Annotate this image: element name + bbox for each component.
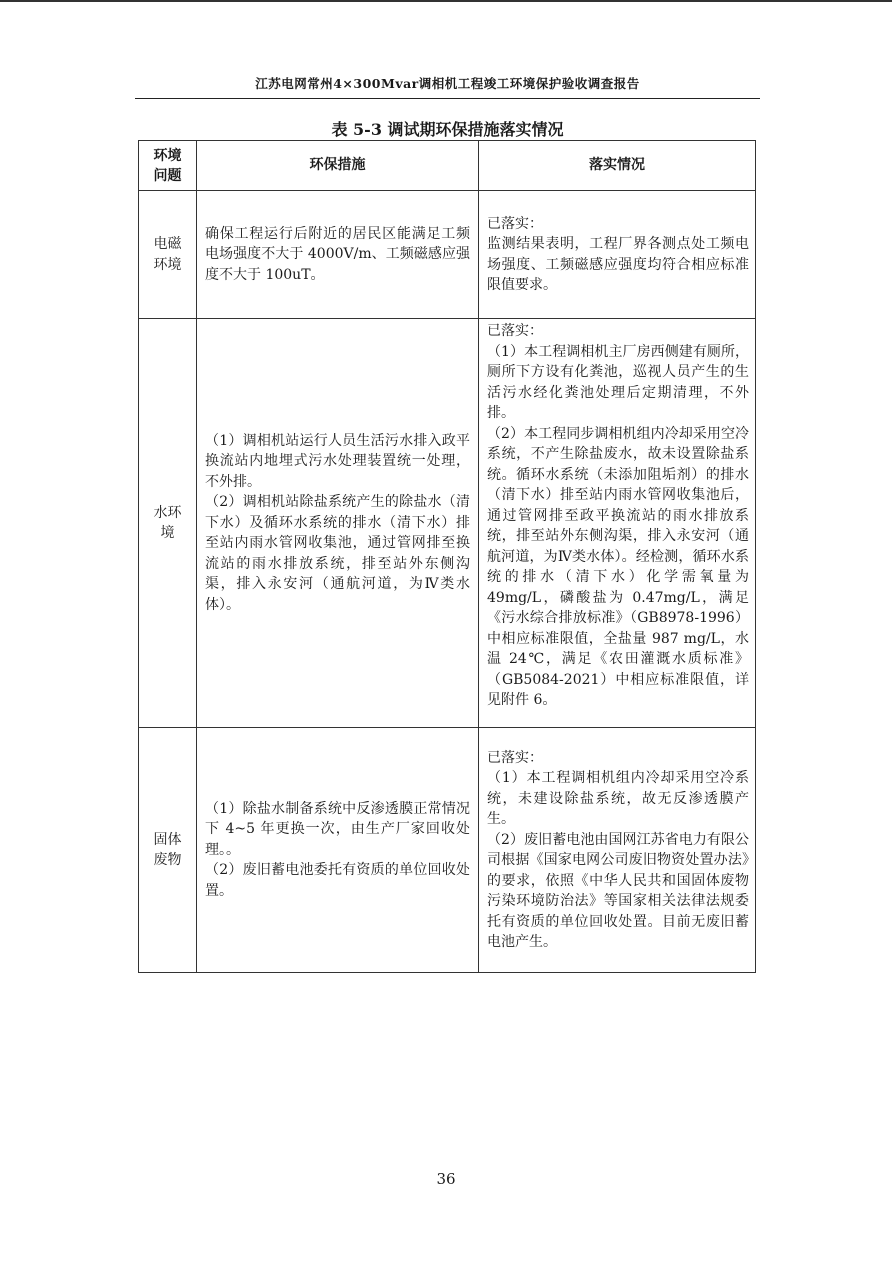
- row-category: 水环境: [153, 504, 182, 541]
- measure-paragraph: （2）调相机站除盐系统产生的除盐水（清下水）及循环水系统的排水（清下水）排至站内雨水管网收集池，通过管网排至换流站的雨水排放系统，排至站外东侧沟渠，排入永安河（通航河道，为Ⅳ类水体）。: [205, 494, 470, 613]
- status-paragraph: （1）本工程调相机主厂房西侧建有厕所，厕所下方设有化粪池，巡视人员产生的生活污水经化粪池处理后定期清理，不外排。: [487, 343, 749, 421]
- row-category-cell: [139, 319, 197, 728]
- measures-table: [138, 140, 756, 973]
- table-row: [139, 319, 756, 728]
- status-paragraph: （1）本工程调相机组内冷却采用空冷系统，未建设除盐系统，故无反渗透膜产生。: [487, 770, 749, 827]
- measure-paragraph: 确保工程运行后附近的居民区能满足工频电场强度不大于 4000V/m、工频磁感应强度不大于 100uT。: [205, 225, 470, 283]
- status-paragraph: 已落实：: [487, 749, 543, 766]
- table-header-row: [139, 141, 756, 191]
- row-category-cell: [139, 191, 197, 319]
- status-paragraph: （2）废旧蓄电池由国网江苏省电力有限公司根据《国家电网公司废旧物资处置办法》的要求，依照《中华人民共和国固体废物污染环境防治法》等国家相关法律法规委托有资质的单位回收处置。目前无废旧蓄电池产生。: [487, 831, 749, 950]
- row-category: 电磁环境: [153, 236, 182, 273]
- status-paragraph: 已落实：: [487, 215, 543, 232]
- status-paragraph: 监测结果表明，工程厂界各测点处工频电场强度、工频磁感应强度均符合相应标准限值要求。: [487, 236, 749, 293]
- table-row: [139, 191, 756, 319]
- measure-paragraph: （1）除盐水制备系统中反渗透膜正常情况下 4~5 年更换一次，由生产厂家回收处理。。: [205, 800, 470, 858]
- measure-paragraph: （1）调相机站运行人员生活污水排入政平换流站内地埋式污水处理装置统一处理，不外排。: [205, 432, 470, 490]
- column-header-issue-label: 环境问题: [153, 147, 182, 184]
- row-category-cell: [139, 728, 197, 973]
- row-measure-cell: [197, 319, 479, 728]
- page-number: 36: [436, 1170, 456, 1188]
- column-header-measure: 环保措施: [197, 141, 479, 191]
- table-caption: 表 5-3 调试期环保措施落实情况: [331, 120, 564, 139]
- status-paragraph: （2）本工程同步调相机组内冷却采用空冷系统，不产生除盐废水，故未设置除盐系统。循环水系统（未添加阻垢剂）的排水（清下水）排至站内雨水管网收集池后，通过管网排至政平换流站的雨水排放系统，排至站外东侧沟渠，排入永安河（通航河道，为Ⅳ类水体）。经检测，循环水系统的排水（清下水）化学需氧量为 49mg/L，磷酸盐为 0.47mg/L，满足《污水综合排放标准》（GB8978-1996）中相应标准限值，全盐量 987 mg/L，水温 24℃，满足《农田灌溉水质标准》（GB5084-2021）中相应标准限值，详见附件 6。: [487, 425, 749, 708]
- header-divider: [135, 98, 760, 99]
- row-status-cell: [479, 191, 756, 319]
- row-status-cell: [479, 319, 756, 728]
- page-top-border: [0, 0, 892, 2]
- measure-paragraph: （2）废旧蓄电池委托有资质的单位回收处置。: [205, 862, 470, 899]
- row-measure-cell: [197, 191, 479, 319]
- row-measure-cell: [197, 728, 479, 973]
- table-row: [139, 728, 756, 973]
- row-status-cell: [479, 728, 756, 973]
- status-paragraph: 已落实：: [487, 323, 543, 339]
- report-header-title: 江苏电网常州4×300Mvar调相机工程竣工环境保护验收调查报告: [255, 76, 640, 91]
- column-header-status: 落实情况: [479, 141, 756, 191]
- row-category: 固体废物: [153, 831, 182, 868]
- column-header-issue: [139, 141, 197, 191]
